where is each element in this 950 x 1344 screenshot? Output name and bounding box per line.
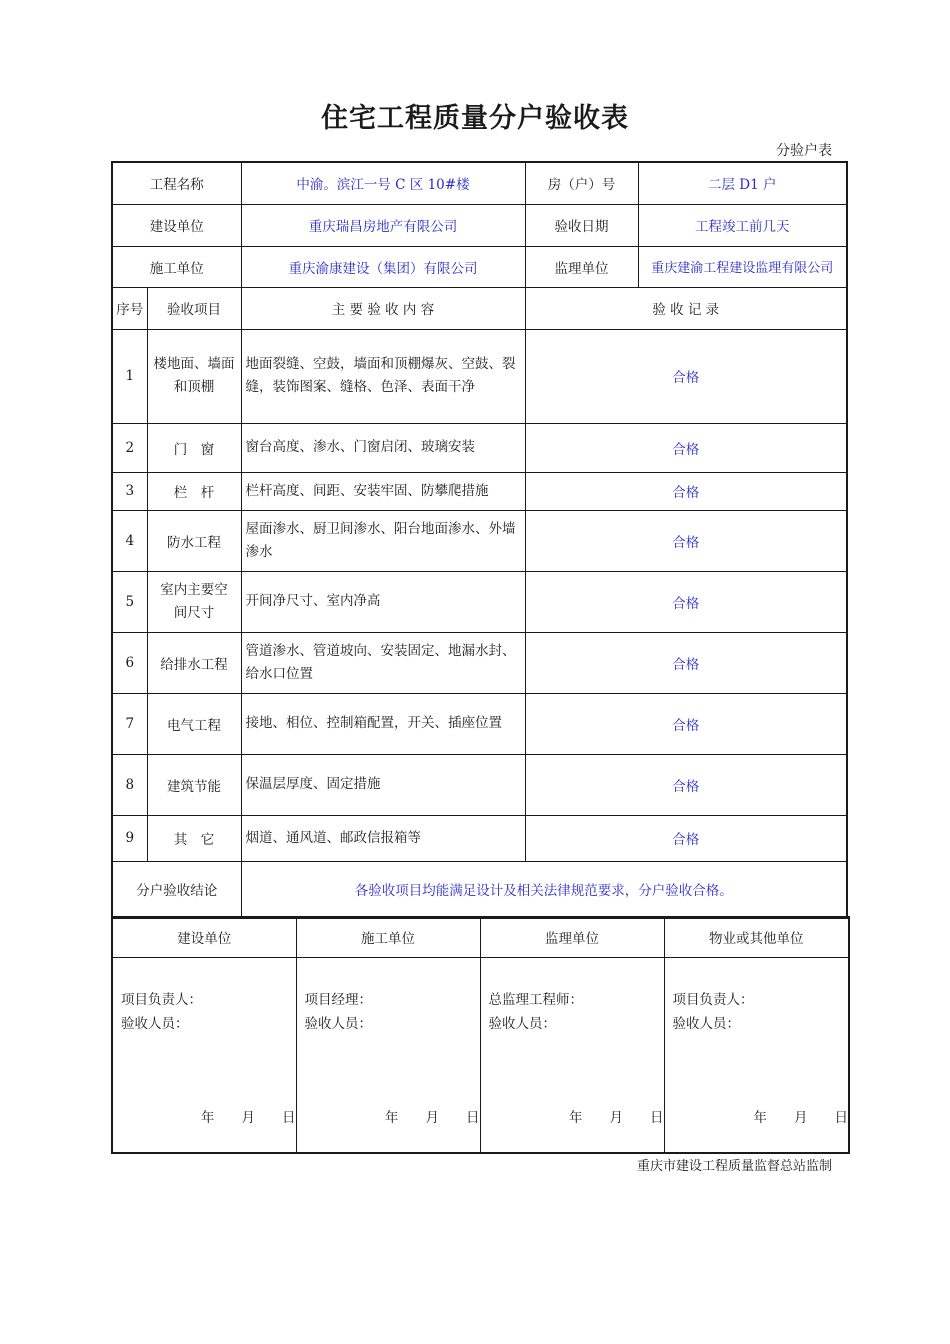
header-row-project: [112, 162, 847, 204]
builder-value: 重庆瑞昌房地产有限公司: [241, 204, 525, 246]
contractor-value: 重庆渝康建设（集团）有限公司: [241, 246, 525, 287]
signoff-line2: 验收人员：: [121, 1016, 189, 1032]
accept-date-label: 验收日期: [525, 204, 638, 246]
builder-label: 建设单位: [112, 204, 241, 246]
signoff-date: 年 月 日: [385, 1110, 480, 1126]
table-row: [112, 329, 847, 423]
page-title: 住宅工程质量分户验收表: [321, 103, 629, 134]
item-content: 窗台高度、渗水、门窗启闭、玻璃安装: [241, 423, 525, 472]
item-record: 合格: [525, 510, 847, 571]
accept-date-value: 工程竣工前几天: [638, 204, 847, 246]
item-content: 地面裂缝、空鼓，墙面和顶棚爆灰、空鼓、裂缝，装饰图案、缝格、色泽、表面干净: [241, 329, 525, 423]
item-record: 合格: [525, 472, 847, 510]
supervisor-label: 监理单位: [525, 246, 638, 287]
table-row: [112, 423, 847, 472]
item-no: 9: [112, 815, 147, 861]
signoff-line2: 验收人员：: [672, 1016, 740, 1032]
table-row: [112, 472, 847, 510]
signoff-line2: 验收人员：: [488, 1016, 556, 1032]
inspection-table: [111, 161, 848, 919]
conclusion-label: 分户验收结论: [112, 861, 241, 918]
item-name: 其 它: [147, 815, 241, 861]
conclusion-value: 各验收项目均能满足设计及相关法律规范要求，分户验收合格。: [241, 861, 847, 918]
item-content: 开间净尺寸、室内净高: [241, 571, 525, 632]
item-name: 给排水工程: [147, 632, 241, 693]
item-content: 烟道、通风道、邮政信报箱等: [241, 815, 525, 861]
signoff-body-row: [112, 958, 849, 1154]
signoff-unit-builder: 建设单位: [112, 917, 296, 958]
signoff-date: 年 月 日: [569, 1110, 664, 1126]
conclusion-row: [112, 861, 847, 918]
project-name-value: 中渝。滨江一号 C 区 10#楼: [241, 162, 525, 204]
item-no: 2: [112, 423, 147, 472]
item-content: 栏杆高度、间距、安装牢固、防攀爬措施: [241, 472, 525, 510]
column-header-row: [112, 287, 847, 329]
table-row: [112, 571, 847, 632]
col-content-header: 主 要 验 收 内 容: [241, 287, 525, 329]
item-name: 门 窗: [147, 423, 241, 472]
signoff-cell-contractor: [296, 958, 480, 1154]
item-record: 合格: [525, 632, 847, 693]
header-row-builder: [112, 204, 847, 246]
item-record: 合格: [525, 815, 847, 861]
item-name: 建筑节能: [147, 754, 241, 815]
item-record: 合格: [525, 571, 847, 632]
item-no: 7: [112, 693, 147, 754]
item-no: 3: [112, 472, 147, 510]
signoff-line1: 项目负责人：: [121, 992, 202, 1008]
item-name: 室内主要空间尺寸: [147, 571, 241, 632]
item-name: 防水工程: [147, 510, 241, 571]
item-record: 合格: [525, 693, 847, 754]
signoff-table: [111, 916, 850, 1154]
item-record: 合格: [525, 754, 847, 815]
item-name: 栏 杆: [147, 472, 241, 510]
col-item-header: 验收项目: [147, 287, 241, 329]
signoff-line2: 验收人员：: [304, 1016, 372, 1032]
signoff-cell-builder: [112, 958, 296, 1154]
item-no: 1: [112, 329, 147, 423]
signoff-header-row: [112, 917, 849, 958]
item-name: 电气工程: [147, 693, 241, 754]
signoff-line1: 项目经理：: [304, 992, 372, 1008]
signoff-date: 年 月 日: [753, 1110, 848, 1126]
project-name-label: 工程名称: [112, 162, 241, 204]
item-no: 5: [112, 571, 147, 632]
footer-issuer: 重庆市建设工程质量监督总站监制: [636, 1159, 832, 1174]
item-name: 楼地面、墙面和顶棚: [147, 329, 241, 423]
item-record: 合格: [525, 423, 847, 472]
item-content: 保温层厚度、固定措施: [241, 754, 525, 815]
header-row-contractor: [112, 246, 847, 287]
table-row: [112, 693, 847, 754]
item-content: 接地、相位、控制箱配置，开关、插座位置: [241, 693, 525, 754]
item-no: 8: [112, 754, 147, 815]
table-row: [112, 815, 847, 861]
supervisor-value: 重庆建渝工程建设监理有限公司: [638, 246, 847, 287]
item-record: 合格: [525, 329, 847, 423]
table-row: [112, 510, 847, 571]
signoff-line1: 项目负责人：: [672, 992, 754, 1008]
signoff-date: 年 月 日: [201, 1110, 296, 1126]
signoff-cell-property: [664, 958, 849, 1154]
item-content: 屋面渗水、厨卫间渗水、阳台地面渗水、外墙渗水: [241, 510, 525, 571]
form-subtitle: 分验户表: [776, 143, 832, 159]
item-content: 管道渗水、管道坡向、安装固定、地漏水封、给水口位置: [241, 632, 525, 693]
table-row: [112, 754, 847, 815]
signoff-line1: 总监理工程师：: [488, 992, 583, 1008]
signoff-cell-supervisor: [480, 958, 664, 1154]
col-no-header: 序号: [112, 287, 147, 329]
table-row: [112, 632, 847, 693]
contractor-label: 施工单位: [112, 246, 241, 287]
signoff-unit-supervisor: 监理单位: [480, 917, 664, 958]
signoff-unit-contractor: 施工单位: [296, 917, 480, 958]
col-record-header: 验 收 记 录: [525, 287, 847, 329]
signoff-unit-property: 物业或其他单位: [664, 917, 849, 958]
item-no: 4: [112, 510, 147, 571]
room-no-label: 房（户）号: [525, 162, 638, 204]
room-no-value: 二层 D1 户: [638, 162, 847, 204]
item-no: 6: [112, 632, 147, 693]
